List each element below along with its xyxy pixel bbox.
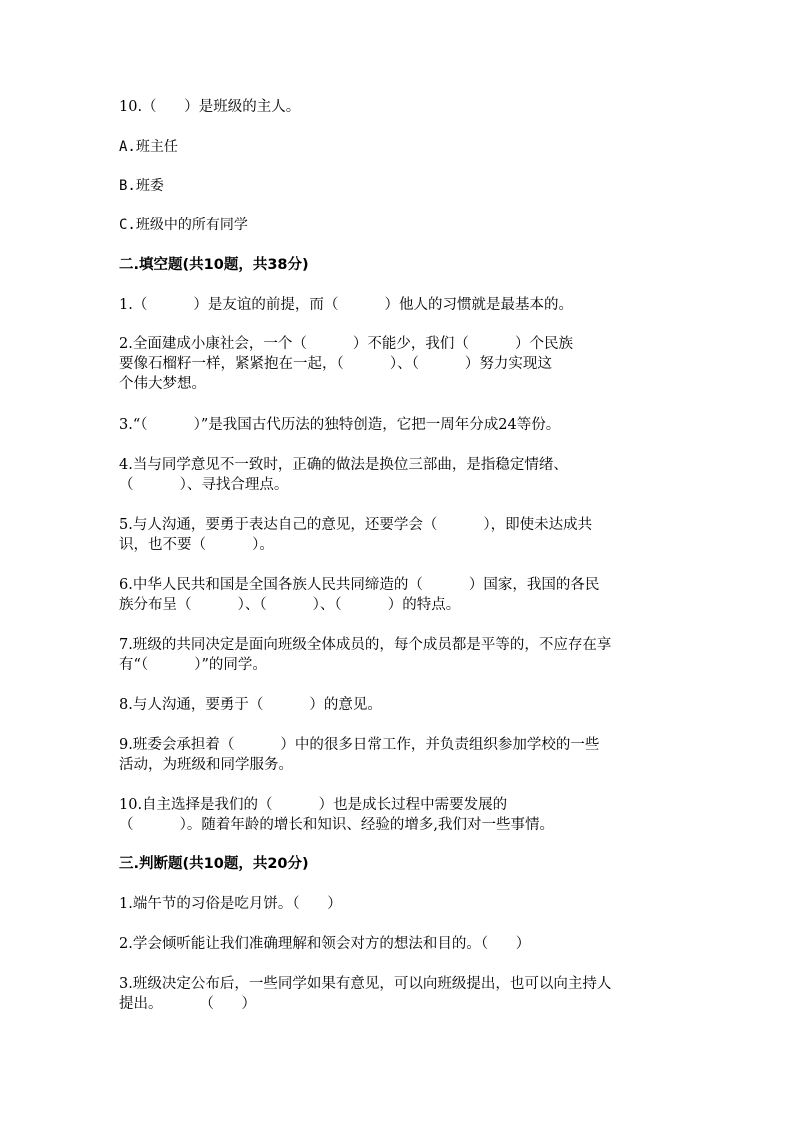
fill-item-1: 1.（ ）是友谊的前提，而（ ）他人的习惯就是最基本的。	[119, 297, 574, 313]
option-b: B.班委	[119, 178, 164, 194]
fill-item-4-line-2: （ ）、寻找合理点。	[119, 477, 289, 493]
fill-item-9-line-2: 活动，为班级和同学服务。	[119, 757, 293, 773]
fill-item-2-line-2: 要像石榴籽一样，紧紧抱在一起，（ ）、（ ）努力实现这	[119, 356, 552, 372]
section-2-title: 二.填空题(共10题，共38分)	[119, 257, 309, 273]
fill-item-3: 3.“（ ）”是我国古代历法的独特创造，它把一周年分成24等份。	[119, 417, 561, 433]
fill-item-6-line-2: 族分布呈（ ）、（ ）、（ ）的特点。	[119, 597, 461, 613]
fill-item-2-line-1: 2.全面建成小康社会，一个（ ）不能少，我们（ ）个民族	[119, 336, 574, 352]
fill-item-4-line-1: 4.当与同学意见不一致时，正确的做法是换位三部曲，是指稳定情绪、	[119, 457, 568, 473]
question-10-stem: 10.（ ）是班级的主人。	[119, 99, 301, 115]
fill-item-7-line-1: 7.班级的共同决定是面向班级全体成员的，每个成员都是平等的，不应存在享	[119, 637, 612, 653]
fill-item-9-line-1: 9.班委会承担着（ ）中的很多日常工作，并负责组织参加学校的一些	[119, 737, 600, 753]
fill-item-5-line-1: 5.与人沟通，要勇于表达自己的意见，还要学会（ ），即使未达成共	[119, 517, 593, 533]
fill-item-6-line-1: 6.中华人民共和国是全国各族人民共同缔造的（ ）国家，我国的各民	[119, 577, 600, 593]
judge-item-3-line-2: 提出。 （ ）	[119, 996, 257, 1012]
fill-item-8: 8.与人沟通，要勇于（ ）的意见。	[119, 697, 382, 713]
fill-item-2-line-3: 个伟大梦想。	[119, 376, 206, 392]
judge-item-3-line-1: 3.班级决定公布后，一些同学如果有意见，可以向班级提出，也可以向主持人	[119, 976, 612, 992]
fill-item-10-line-1: 10.自主选择是我们的（ ）也是成长过程中需要发展的	[119, 797, 508, 813]
judge-item-2: 2.学会倾听能让我们准确理解和领会对方的想法和目的。（ ）	[119, 936, 531, 952]
fill-item-5-line-2: 识，也不要（ ）。	[119, 537, 274, 553]
option-c: C.班级中的所有同学	[119, 217, 248, 233]
fill-item-7-line-2: 有“（ ）”的同学。	[119, 657, 267, 673]
judge-item-1: 1.端午节的习俗是吃月饼。（ ）	[119, 896, 342, 912]
section-3-title: 三.判断题(共10题，共20分)	[119, 856, 309, 872]
option-a: A.班主任	[119, 139, 178, 155]
fill-item-10-line-2: （ ）。随着年龄的增长和知识、经验的增多,我们对一些事情。	[119, 817, 554, 833]
